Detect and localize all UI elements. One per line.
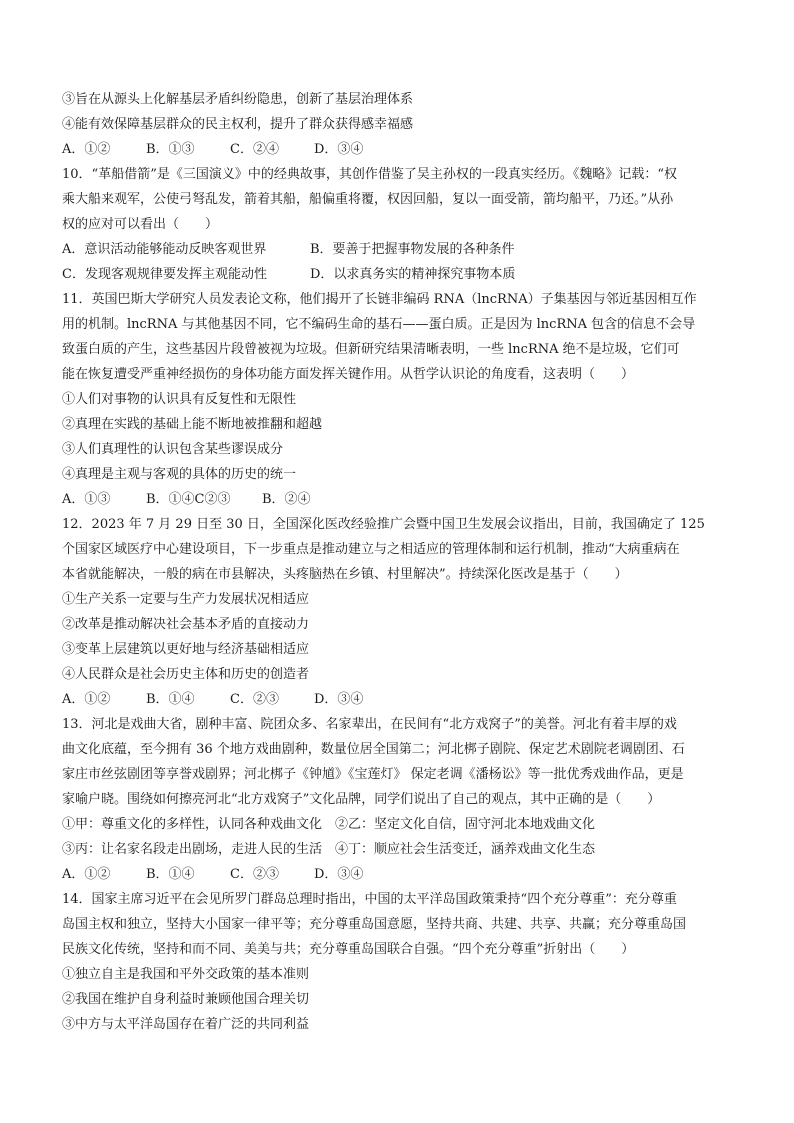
- q14-option-1: ①独立自主是我国和平外交政策的基本准则: [62, 967, 310, 982]
- q12-line-2: 个国家区域医疗中心建设项目，下一步重点是推动建立与之相适应的管理体制和运行机制，推动“大病重病在: [62, 542, 680, 557]
- q12-line-3: 本省就能解决，一般的病在市县解决，头疼脑热在乡镇、村里解决”。持续深化医改是基于（ ）: [62, 567, 628, 582]
- q12-option-2: ②改革是推动解决社会基本矛盾的直接动力: [62, 617, 310, 632]
- q13-line-3: 家庄市丝弦剧团等享誉戏剧界；河北梆子《钟馗》《宝莲灯》 保定老调《潘杨讼》等一批优秀戏曲作品，更是: [62, 767, 684, 782]
- q11-choice-a: A．①③: [62, 492, 111, 507]
- q9-option-3: ③旨在从源头上化解基层矛盾纠纷隐患，创新了基层治理体系: [62, 92, 414, 107]
- q11-option-3: ③人们真理性的认识包含某些谬误成分: [62, 442, 284, 457]
- q10-choice-c: C．发现客观规律要发挥主观能动性: [62, 267, 267, 282]
- q11-option-4: ④真理是主观与客观的具体的历史的统一: [62, 467, 297, 482]
- q14-line-2: 岛国主权和独立，坚持大小国家一律平等；充分尊重岛国意愿，坚持共商、共建、共享、共赢；充分尊重岛国: [62, 917, 687, 932]
- q12-choices: [62, 687, 734, 712]
- q13-choice-d: D．③④: [314, 867, 364, 882]
- page-content: [62, 87, 734, 1037]
- q10-line-2: 乘大船来观军，公使弓弩乱发，箭着其船，船偏重将覆，权因回船，复以一面受箭，箭均船平，乃还。”从孙: [62, 192, 674, 207]
- q12-option-3: ③变革上层建筑以更好地与经济基础相适应: [62, 642, 310, 657]
- q9-choice-d: D．③④: [314, 142, 364, 157]
- q12-line-1: 12．2023 年 7 月 29 日至 30 日，全国深化医改经验推广会暨中国卫生发展会议指出，目前，我国确定了 125: [62, 517, 705, 532]
- q14-option-3: ③中方与太平洋岛国存在着广泛的共同利益: [62, 1017, 310, 1032]
- q13-options-row-1: ①甲：尊重文化的多样性，认同各种戏曲文化 ②乙：坚定文化自信，固守河北本地戏曲文化: [62, 817, 596, 832]
- q10-line-3: 权的应对可以看出（ ）: [62, 217, 219, 232]
- q11-choices: [62, 487, 734, 512]
- q13-options-row-2: ③丙：让名家名段走出剧场，走进人民的生活 ④丁：顺应社会生活变迁，涵养戏曲文化生态: [62, 842, 596, 857]
- q10-choice-a: A．意识活动能够能动反映客观世界: [62, 242, 267, 257]
- q9-choice-c: C．②④: [230, 142, 279, 157]
- q10-choices-row-2: [62, 262, 734, 287]
- q14-line-3: 民族文化传统，坚持和而不同、美美与共；充分尊重岛国联合自强。“四个充分尊重”折射出（ ）: [62, 942, 635, 957]
- q11-line-4: 能在恢复遭受严重神经损伤的身体功能方面发挥关键作用。从哲学认识论的角度看，这表明（ ）: [62, 367, 635, 382]
- q12-choice-a: A．①②: [62, 692, 111, 707]
- q11-choice-b: B．①④C②③: [146, 492, 231, 507]
- q9-choice-a: A．①②: [62, 142, 111, 157]
- q13-line-1: 13．河北是戏曲大省，剧种丰富、院团众多、名家辈出，在民间有“北方戏窝子”的美誉。河北有着丰厚的戏: [62, 717, 677, 732]
- q12-option-1: ①生产关系一定要与生产力发展状况相适应: [62, 592, 310, 607]
- q13-choices: [62, 862, 734, 887]
- q11-option-1: ①人们对事物的认识具有反复性和无限性: [62, 392, 297, 407]
- q13-choice-c: C．②③: [230, 867, 279, 882]
- q12-choice-c: C．②③: [230, 692, 279, 707]
- q14-line-1: 14．国家主席习近平在会见所罗门群岛总理时指出，中国的太平洋岛国政策秉持“四个充分尊重”：充分尊重: [62, 892, 677, 907]
- q11-line-3: 致蛋白质的产生，这些基因片段曾被视为垃圾。但新研究结果清晰表明，一些 lncRNA 绝不是垃圾，它们可: [62, 342, 680, 357]
- q9-choices: [62, 137, 734, 162]
- q10-choices-row-1: [62, 237, 734, 262]
- q11-line-2: 用的机制。lncRNA 与其他基因不同，它不编码生命的基石——蛋白质。正是因为 lncRNA 包含的信息不会导: [62, 317, 696, 332]
- q13-choice-b: B．①④: [146, 867, 195, 882]
- q11-choice-b2: B．②④: [262, 492, 311, 507]
- q9-choice-b: B．①③: [146, 142, 195, 157]
- q13-line-2: 曲文化底蕴，至今拥有 36 个地方戏曲剧种，数量位居全国第二；河北梆子剧院、保定艺术剧院老调剧团、石: [62, 742, 685, 757]
- q12-choice-d: D．③④: [314, 692, 364, 707]
- q9-option-4: ④能有效保障基层群众的民主权利，提升了群众获得感幸福感: [62, 117, 414, 132]
- q12-choice-b: B．①④: [146, 692, 195, 707]
- q13-line-4: 家喻户晓。围绕如何擦亮河北“北方戏窝子”文化品牌，同学们说出了自己的观点，其中正确的是（ ）: [62, 792, 661, 807]
- q11-line-1: 11．英国巴斯大学研究人员发表论文称，他们揭开了长链非编码 RNA（lncRNA）子集基因与邻近基因相互作: [62, 292, 697, 307]
- q10-line-1: 10．“革船借箭”是《三国演义》中的经典故事，其创作借鉴了吴主孙权的一段真实经历。《魏略》记载：“权: [62, 167, 677, 182]
- q14-option-2: ②我国在维护自身利益时兼顾他国合理关切: [62, 992, 310, 1007]
- q11-option-2: ②真理在实践的基础上能不断地被推翻和超越: [62, 417, 323, 432]
- q10-choice-b: B．要善于把握事物发展的各种条件: [310, 242, 515, 257]
- q13-choice-a: A．①②: [62, 867, 111, 882]
- q12-option-4: ④人民群众是社会历史主体和历史的创造者: [62, 667, 310, 682]
- q10-choice-d: D．以求真务实的精神探究事物本质: [310, 267, 516, 282]
